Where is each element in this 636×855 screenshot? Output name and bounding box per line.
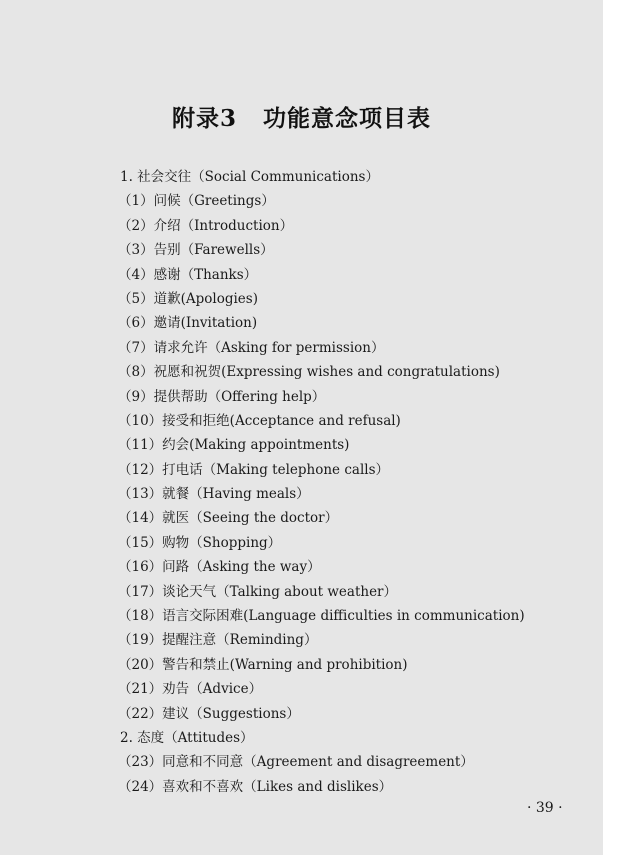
list-item: （15）购物（Shopping）: [118, 534, 282, 551]
list-item: （20）警告和禁止(Warning and prohibition): [118, 656, 408, 673]
section-heading: 1. 社会交往（Social Communications）: [120, 169, 379, 185]
list-item: （23）同意和不同意（Agreement and disagreement）: [118, 754, 474, 771]
list-item: （3）告别（Farewells）: [118, 242, 274, 259]
list-item: （24）喜欢和不喜欢（Likes and dislikes）: [118, 778, 393, 795]
list-item: （14）就医（Seeing the doctor）: [118, 510, 339, 527]
list-item: （8）祝愿和祝贺(Expressing wishes and congratulations): [118, 364, 500, 381]
list-item: （4）感谢（Thanks）: [118, 266, 258, 283]
list-item: （21）劝告（Advice）: [118, 681, 263, 698]
list-item: （5）道歉(Apologies): [118, 290, 258, 307]
list-item: （9）提供帮助（Offering help）: [118, 388, 326, 405]
list-item: （10）接受和拒绝(Acceptance and refusal): [118, 412, 401, 429]
page-title: [0, 100, 603, 133]
page-number: · 39 ·: [527, 800, 563, 816]
list-item: （12）打电话（Making telephone calls）: [118, 461, 390, 478]
list-item: （22）建议（Suggestions）: [118, 705, 300, 722]
list-item: （2）介绍（Introduction）: [118, 217, 294, 234]
function-notion-list: [118, 165, 525, 799]
page-margin: [603, 0, 636, 855]
list-item: （11）约会(Making appointments): [118, 437, 350, 454]
list-item: （7）请求允许（Asking for permission）: [118, 339, 385, 356]
list-item: （17）谈论天气（Talking about weather）: [118, 583, 398, 600]
appendix-label: 附录3: [171, 105, 237, 132]
appendix-title: 功能意念项目表: [263, 105, 431, 132]
list-item: （1）问候（Greetings）: [118, 193, 275, 210]
list-item: （13）就餐（Having meals）: [118, 486, 310, 503]
list-item: （19）提醒注意（Reminding）: [118, 632, 318, 649]
list-item: （16）问路（Asking the way）: [118, 559, 321, 576]
list-item: （6）邀请(Invitation): [118, 315, 258, 332]
list-item: （18）语言交际困难(Language difficulties in communication): [118, 608, 525, 625]
section-heading: 2. 态度（Attitudes）: [120, 729, 254, 746]
